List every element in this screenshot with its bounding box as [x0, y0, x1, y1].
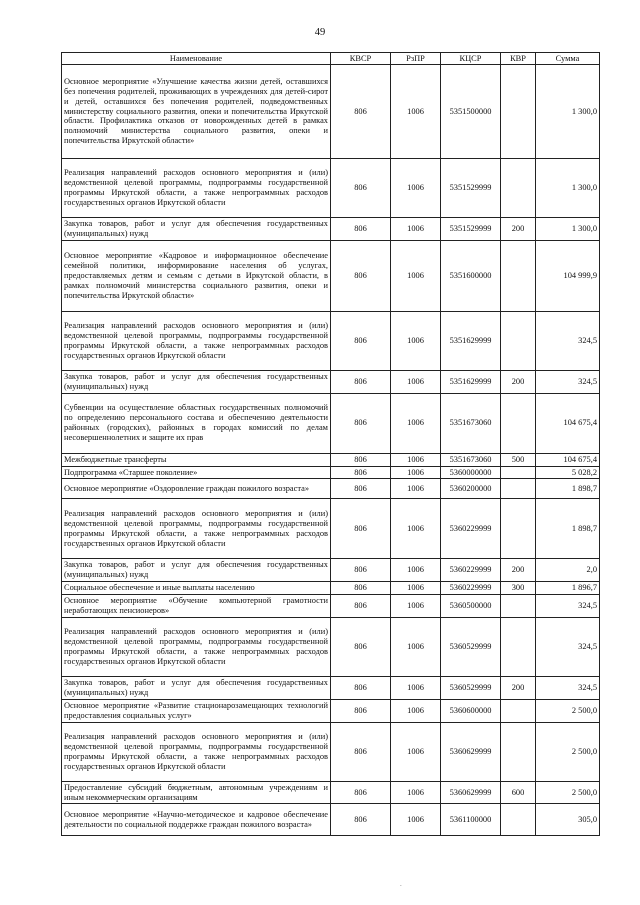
table-row — [62, 218, 600, 241]
cell-rzpr: 1006 — [391, 311, 441, 370]
cell-kvr — [501, 393, 536, 453]
header-name: Наименование — [62, 53, 331, 65]
cell-rzpr: 1006 — [391, 479, 441, 499]
cell-kvsr: 806 — [331, 617, 391, 676]
cell-sum: 324,5 — [536, 595, 600, 618]
table-row — [62, 595, 600, 618]
cell-kvsr: 806 — [331, 699, 391, 722]
cell-sum: 104 675,4 — [536, 453, 600, 466]
cell-rzpr: 1006 — [391, 453, 441, 466]
cell-rzpr: 1006 — [391, 159, 441, 218]
header-kvsr: КВСР — [331, 53, 391, 65]
budget-table — [61, 52, 600, 836]
cell-kvsr: 806 — [331, 393, 391, 453]
cell-kcsr: 5360000000 — [441, 466, 501, 479]
cell-kvsr: 806 — [331, 595, 391, 618]
page-number: 49 — [314, 27, 326, 38]
cell-kvsr: 806 — [331, 804, 391, 836]
cell-kvsr: 806 — [331, 370, 391, 393]
table-row — [62, 479, 600, 499]
header-rzpr: РзПР — [391, 53, 441, 65]
cell-name: Основное мероприятие «Кадровое и информационное обеспечение семейной политики, информирование населения об услугах, предоставляемых детям и семьям с детьми в Иркутской области, в рамках полномочий министерства социального развития, опеки и попечительства Иркутской области» — [62, 240, 331, 311]
cell-kcsr: 5360600000 — [441, 699, 501, 722]
cell-kvsr: 806 — [331, 582, 391, 595]
cell-name: Основное мероприятие «Улучшение качества жизни детей, оставшихся без попечения родителей, проживающих в учреждениях для детей-сирот и детей, оставшихся без попечения родителей, подведомственных министерству социального развития, опеки и попечительства Иркутской области. Профилактика отказов от новорожденных детей в рамках полномочий министерства социального развития, опеки и попечительства Иркутской области» — [62, 65, 331, 159]
cell-kvr — [501, 311, 536, 370]
table-row — [62, 159, 600, 218]
cell-rzpr: 1006 — [391, 582, 441, 595]
cell-kcsr: 5351600000 — [441, 240, 501, 311]
cell-rzpr: 1006 — [391, 722, 441, 781]
cell-kvsr: 806 — [331, 240, 391, 311]
cell-sum: 2 500,0 — [536, 699, 600, 722]
cell-kcsr: 5360500000 — [441, 595, 501, 618]
table-row — [62, 617, 600, 676]
table-row — [62, 65, 600, 159]
cell-kcsr: 5361100000 — [441, 804, 501, 836]
cell-rzpr: 1006 — [391, 466, 441, 479]
cell-rzpr: 1006 — [391, 804, 441, 836]
cell-rzpr: 1006 — [391, 595, 441, 618]
cell-kcsr: 5360529999 — [441, 617, 501, 676]
cell-kvsr: 806 — [331, 65, 391, 159]
cell-name: Основное мероприятие «Развитие стационарозамещающих технологий предоставления социальных услуг» — [62, 699, 331, 722]
cell-kcsr: 5360229999 — [441, 582, 501, 595]
cell-sum: 1 898,7 — [536, 479, 600, 499]
cell-kcsr: 5360229999 — [441, 559, 501, 582]
table-header-row — [62, 53, 600, 65]
cell-sum: 2 500,0 — [536, 722, 600, 781]
cell-name: Субвенции на осуществление областных государственных полномочий по определению персонального состава и обеспечению деятельности районных (городских), районных в городах комиссий по делам несовершеннолетних и защите их прав — [62, 393, 331, 453]
cell-kvr: 200 — [501, 370, 536, 393]
cell-name: Реализация направлений расходов основного мероприятия и (или) ведомственной целевой программы, подпрограммы государственной программы Иркутской области, а также непрограммных расходов государственных органов Иркутской области — [62, 311, 331, 370]
table-row — [62, 781, 600, 804]
cell-kvsr: 806 — [331, 722, 391, 781]
cell-kcsr: 5360629999 — [441, 781, 501, 804]
cell-name: Социальное обеспечение и иные выплаты населению — [62, 582, 331, 595]
table-body — [62, 65, 600, 836]
cell-kvr — [501, 65, 536, 159]
cell-kvr — [501, 479, 536, 499]
cell-kcsr: 5360200000 — [441, 479, 501, 499]
cell-sum: 104 675,4 — [536, 393, 600, 453]
cell-kvr: 600 — [501, 781, 536, 804]
table-row — [62, 311, 600, 370]
cell-name: Реализация направлений расходов основного мероприятия и (или) ведомственной целевой программы, подпрограммы государственной программы Иркутской области, а также непрограммных расходов государственных органов Иркутской области — [62, 722, 331, 781]
cell-kvsr: 806 — [331, 479, 391, 499]
cell-sum: 1 300,0 — [536, 218, 600, 241]
cell-kvsr: 806 — [331, 676, 391, 699]
cell-rzpr: 1006 — [391, 699, 441, 722]
cell-sum: 324,5 — [536, 311, 600, 370]
cell-kvr — [501, 595, 536, 618]
cell-kvsr: 806 — [331, 466, 391, 479]
cell-name: Реализация направлений расходов основного мероприятия и (или) ведомственной целевой программы, подпрограммы государственной программы Иркутской области, а также непрограммных расходов государственных органов Иркутской области — [62, 159, 331, 218]
cell-kvr — [501, 466, 536, 479]
table-row — [62, 453, 600, 466]
cell-rzpr: 1006 — [391, 617, 441, 676]
cell-kvr: 200 — [501, 218, 536, 241]
cell-name: Закупка товаров, работ и услуг для обеспечения государственных (муниципальных) нужд — [62, 370, 331, 393]
cell-sum: 1 300,0 — [536, 65, 600, 159]
cell-sum: 1 896,7 — [536, 582, 600, 595]
cell-kvsr: 806 — [331, 559, 391, 582]
cell-name: Основное мероприятие «Оздоровление граждан пожилого возраста» — [62, 479, 331, 499]
cell-name: Подпрограмма «Старшее поколение» — [62, 466, 331, 479]
cell-name: Межбюджетные трансферты — [62, 453, 331, 466]
cell-sum: 1 300,0 — [536, 159, 600, 218]
cell-name: Предоставление субсидий бюджетным, автономным учреждениям и иным некоммерческим организациям — [62, 781, 331, 804]
cell-sum: 2,0 — [536, 559, 600, 582]
cell-kcsr: 5351629999 — [441, 370, 501, 393]
cell-kvsr: 806 — [331, 159, 391, 218]
table-row — [62, 499, 600, 559]
cell-sum: 324,5 — [536, 676, 600, 699]
table-row — [62, 804, 600, 836]
footer-mark: . — [400, 880, 402, 888]
table-row — [62, 559, 600, 582]
cell-kvsr: 806 — [331, 499, 391, 559]
cell-rzpr: 1006 — [391, 781, 441, 804]
cell-kcsr: 5360629999 — [441, 722, 501, 781]
table-row — [62, 240, 600, 311]
cell-kvsr: 806 — [331, 311, 391, 370]
table-row — [62, 676, 600, 699]
cell-kvr: 200 — [501, 559, 536, 582]
table-row — [62, 699, 600, 722]
cell-kcsr: 5351629999 — [441, 311, 501, 370]
cell-kvr — [501, 699, 536, 722]
cell-kvsr: 806 — [331, 218, 391, 241]
cell-name: Закупка товаров, работ и услуг для обеспечения государственных (муниципальных) нужд — [62, 676, 331, 699]
cell-rzpr: 1006 — [391, 676, 441, 699]
cell-kvr — [501, 159, 536, 218]
cell-kvsr: 806 — [331, 781, 391, 804]
table-row — [62, 393, 600, 453]
cell-rzpr: 1006 — [391, 370, 441, 393]
table-row — [62, 582, 600, 595]
cell-kcsr: 5351529999 — [441, 218, 501, 241]
header-kvr: КВР — [501, 53, 536, 65]
cell-rzpr: 1006 — [391, 499, 441, 559]
cell-kcsr: 5351529999 — [441, 159, 501, 218]
cell-kcsr: 5360529999 — [441, 676, 501, 699]
cell-rzpr: 1006 — [391, 218, 441, 241]
cell-kcsr: 5360229999 — [441, 499, 501, 559]
cell-sum: 5 028,2 — [536, 466, 600, 479]
cell-name: Основное мероприятие «Научно-методическое и кадровое обеспечение деятельности по социальной поддержке граждан пожилого возраста» — [62, 804, 331, 836]
cell-rzpr: 1006 — [391, 393, 441, 453]
cell-rzpr: 1006 — [391, 559, 441, 582]
cell-rzpr: 1006 — [391, 65, 441, 159]
cell-sum: 1 898,7 — [536, 499, 600, 559]
table-row — [62, 466, 600, 479]
header-sum: Сумма — [536, 53, 600, 65]
header-kcsr: КЦСР — [441, 53, 501, 65]
cell-sum: 324,5 — [536, 617, 600, 676]
cell-name: Реализация направлений расходов основного мероприятия и (или) ведомственной целевой программы, подпрограммы государственной программы Иркутской области, а также непрограммных расходов государственных органов Иркутской области — [62, 617, 331, 676]
cell-name: Закупка товаров, работ и услуг для обеспечения государственных (муниципальных) нужд — [62, 218, 331, 241]
cell-kvr: 300 — [501, 582, 536, 595]
cell-name: Основное мероприятие «Обучение компьютерной грамотности неработающих пенсионеров» — [62, 595, 331, 618]
cell-kvr — [501, 617, 536, 676]
cell-sum: 2 500,0 — [536, 781, 600, 804]
cell-kcsr: 5351673060 — [441, 453, 501, 466]
cell-kcsr: 5351673060 — [441, 393, 501, 453]
cell-kvr — [501, 722, 536, 781]
cell-rzpr: 1006 — [391, 240, 441, 311]
cell-kvr — [501, 804, 536, 836]
cell-kvr: 200 — [501, 676, 536, 699]
cell-name: Закупка товаров, работ и услуг для обеспечения государственных (муниципальных) нужд — [62, 559, 331, 582]
table-row — [62, 370, 600, 393]
cell-sum: 104 999,9 — [536, 240, 600, 311]
cell-sum: 305,0 — [536, 804, 600, 836]
cell-kcsr: 5351500000 — [441, 65, 501, 159]
cell-name: Реализация направлений расходов основного мероприятия и (или) ведомственной целевой программы, подпрограммы государственной программы Иркутской области, а также непрограммных расходов государственных органов Иркутской области — [62, 499, 331, 559]
table-row — [62, 722, 600, 781]
cell-kvr: 500 — [501, 453, 536, 466]
cell-kvsr: 806 — [331, 453, 391, 466]
cell-sum: 324,5 — [536, 370, 600, 393]
cell-kvr — [501, 499, 536, 559]
cell-kvr — [501, 240, 536, 311]
